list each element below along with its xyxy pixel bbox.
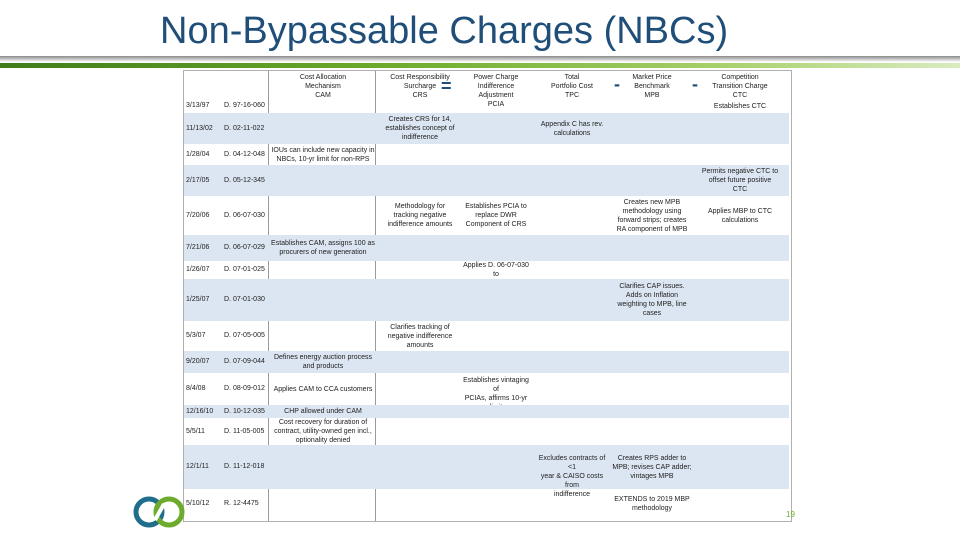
decision-number: D. 11-05-005	[224, 428, 265, 435]
decision-number: D. 07-01-030	[224, 296, 265, 303]
timeline-cell	[612, 282, 692, 318]
timeline-cell	[270, 353, 376, 371]
minus-operator: -	[692, 74, 698, 94]
table-row	[184, 113, 789, 144]
title-divider-green	[0, 63, 960, 68]
column-header	[270, 73, 376, 100]
timeline-cell	[270, 239, 376, 257]
column-header-line: Surcharge	[403, 83, 437, 90]
timeline-cell-line: Creates CRS for 14,	[388, 116, 452, 123]
timeline-cell	[270, 146, 376, 164]
column-header-line: Mechanism	[305, 83, 341, 90]
timeline-cell	[270, 385, 376, 394]
timeline-cell-line: Appendix C has rev.	[540, 121, 604, 128]
decision-date: 1/25/07	[186, 296, 210, 303]
timeline-cell-line: Establishes CTC	[713, 103, 767, 110]
decision-date: 7/21/06	[186, 244, 210, 251]
timeline-cell-line: amounts	[406, 342, 434, 349]
column-header-line: Cost Allocation	[299, 74, 347, 81]
timeline-cell-line: Methodology for	[394, 203, 446, 210]
timeline-cell	[612, 454, 692, 481]
timeline-cell-line: Creates RPS adder to	[617, 455, 687, 462]
timeline-cell-line: Adds on Inflation	[625, 292, 679, 299]
table-row	[184, 165, 789, 196]
timeline-cell-line: EXTENDS to 2019 MBP	[614, 496, 690, 503]
minus-operator: -	[614, 74, 620, 94]
decision-number: D. 10-12-035	[224, 408, 265, 415]
timeline-cell-line: offset future positive	[708, 177, 772, 184]
column-header-line: CAM	[315, 92, 331, 99]
decision-number: D. 07-05-005	[224, 332, 265, 339]
timeline-cell-line: Establishes PCIA to	[465, 203, 527, 210]
column-header-line: PCIA	[487, 101, 505, 108]
timeline-cell	[270, 407, 376, 416]
timeline-cell-line: Clarifies tracking of	[390, 324, 450, 331]
timeline-cell	[382, 115, 458, 142]
column-header-line: Portfolio Cost	[550, 83, 594, 90]
column-header-line: Power Charge	[473, 74, 519, 81]
timeline-cell-line: Creates new MPB	[623, 199, 681, 206]
column-header-line: Market Price	[632, 74, 672, 81]
decision-number: D. 04-12-048	[224, 151, 265, 158]
timeline-cell-line: Defines energy auction process	[273, 354, 373, 361]
column-header-line: Total	[564, 74, 580, 81]
decision-date: 5/3/07	[186, 332, 206, 339]
column-header-line: TPC	[565, 92, 579, 99]
decision-date: 1/28/04	[186, 151, 210, 158]
timeline-cell-line: CHP allowed under CAM	[284, 408, 362, 415]
decision-number: D. 02-11-022	[224, 125, 265, 132]
timeline-cell-line: procurers of new generation	[279, 249, 367, 256]
column-header-line: Benchmark	[634, 83, 670, 90]
column-header	[612, 73, 692, 100]
timeline-cell	[694, 102, 786, 111]
decision-number: D. 06-07-030	[224, 212, 265, 219]
column-header-line: Cost Responsibility	[390, 74, 450, 81]
decision-number: D. 08-09-012	[224, 385, 265, 392]
column-header-line: Transition Charge	[712, 83, 768, 90]
timeline-cell	[534, 120, 610, 138]
decision-date: 8/4/08	[186, 385, 206, 392]
decision-number: R. 12-4475	[224, 500, 259, 507]
table-row	[184, 351, 789, 373]
decision-date: 7/20/06	[186, 212, 210, 219]
timeline-cell	[270, 418, 376, 445]
timeline-cell-line: indifference amounts	[387, 221, 453, 228]
column-header	[694, 73, 786, 100]
column-header-line: MPB	[644, 92, 660, 99]
column-header-line: CTC	[732, 92, 748, 99]
decision-date: 11/13/02	[186, 125, 213, 132]
page-title: Non-Bypassable Charges (NBCs)	[160, 10, 729, 52]
decision-date: 5/5/11	[186, 428, 205, 435]
decision-number: D. 06-07-029	[224, 244, 265, 251]
timeline-cell-line: optionality denied	[295, 437, 351, 444]
timeline-cell-line: forward strips; creates	[617, 217, 687, 224]
decision-date: 5/10/12	[186, 500, 210, 507]
table-row	[184, 405, 789, 418]
timeline-cell-line: contract, utility-owned gen incl.,	[274, 428, 372, 435]
table-row	[184, 279, 789, 321]
timeline-cell-line: Clarifies CAP issues.	[619, 283, 685, 290]
table-row	[184, 235, 789, 261]
timeline-cell-line: calculations	[553, 130, 591, 137]
decision-number: D. 97-16-060	[224, 102, 265, 109]
timeline-cell-line: NBCs, 10-yr limit for non-RPS	[276, 156, 370, 163]
table-row	[184, 321, 789, 351]
timeline-cell-line: vintages MPB	[630, 473, 674, 480]
timeline-cell-line: calculations	[721, 217, 759, 224]
table-row	[184, 144, 789, 165]
table-row	[184, 99, 789, 113]
timeline-cell-line: methodology	[631, 505, 673, 512]
timeline-cell	[382, 323, 458, 350]
timeline-cell-line: Applies CAM to CCA customers	[273, 386, 373, 393]
decision-number: D. 11-12-018	[224, 463, 265, 470]
decision-number: D. 07-01-025	[224, 266, 265, 273]
timeline-cell	[612, 198, 692, 234]
table-row	[184, 489, 789, 519]
timeline-cell	[694, 207, 786, 225]
timeline-cell-line: Applies D. 06-07-030 to	[463, 262, 529, 278]
timeline-cell-line: methodology using	[622, 208, 682, 215]
timeline-cell-line: MPB; revises CAP adder;	[612, 464, 692, 471]
timeline-cell-line: Permits negative CTC to	[701, 168, 779, 175]
timeline-cell-line: Excludes contracts of <1	[538, 455, 606, 471]
table-row	[184, 196, 789, 235]
timeline-cell-line: Establishes CAM, assigns 100 as	[271, 240, 375, 247]
timeline-cell	[612, 495, 692, 513]
timeline-cell-line: Applies MBP to CTC	[707, 208, 773, 215]
timeline-cell-line: tracking negative	[393, 212, 447, 219]
timeline-cell	[382, 202, 458, 229]
decision-date: 9/20/07	[186, 358, 210, 365]
decision-number: D. 05-12-345	[224, 177, 265, 184]
timeline-cell-line: RA component of MPB	[616, 226, 688, 233]
decision-date: 3/13/97	[186, 102, 210, 109]
timeline-cell-line: weighting to MPB, line	[617, 301, 687, 308]
column-header	[534, 73, 610, 100]
timeline-cell-line: CTC	[732, 186, 748, 193]
timeline-cell	[694, 167, 786, 194]
title-divider-grey	[0, 56, 960, 62]
table-row	[184, 418, 789, 445]
timeline-cell-line: year & CAISO costs from	[540, 473, 604, 489]
table-row	[184, 445, 789, 498]
column-header-line: CRS	[412, 92, 428, 99]
company-logo-icon	[133, 496, 187, 528]
column-header-line: Indifference Adjustment	[477, 83, 515, 99]
decision-date: 1/26/07	[186, 266, 210, 273]
equals-operator: =	[441, 76, 452, 96]
timeline-cell-line: IOUs can include new capacity in	[271, 147, 375, 154]
page-number: 19	[786, 510, 795, 519]
timeline-cell-line: indifference	[553, 491, 591, 498]
decision-date: 12/16/10	[186, 408, 214, 415]
column-header-line: Competition	[721, 74, 759, 81]
decision-date: 2/17/05	[186, 177, 210, 184]
table-row	[184, 373, 789, 405]
timeline-cell-line: PCIAs, affirms 10-yr	[464, 395, 528, 402]
timeline-cell-line: Component of CRS	[465, 221, 527, 228]
timeline-cell-line: establishes concept of	[385, 125, 455, 132]
timeline-cell-line: Cost recovery for duration of	[278, 419, 368, 426]
nbc-timeline-table	[183, 70, 792, 522]
timeline-cell-line: negative indifference	[387, 333, 453, 340]
timeline-cell-line: and products	[302, 363, 344, 370]
table-row	[184, 261, 789, 279]
timeline-cell-line: indifference	[401, 134, 439, 141]
timeline-cell-line: replace DWR	[475, 212, 517, 219]
timeline-cell-line: Establishes vintaging of	[463, 377, 529, 393]
timeline-cell-line: cases	[642, 310, 662, 317]
decision-number: D. 07-09-044	[224, 358, 265, 365]
decision-date: 12/1/11	[186, 463, 209, 470]
timeline-cell	[460, 202, 532, 229]
